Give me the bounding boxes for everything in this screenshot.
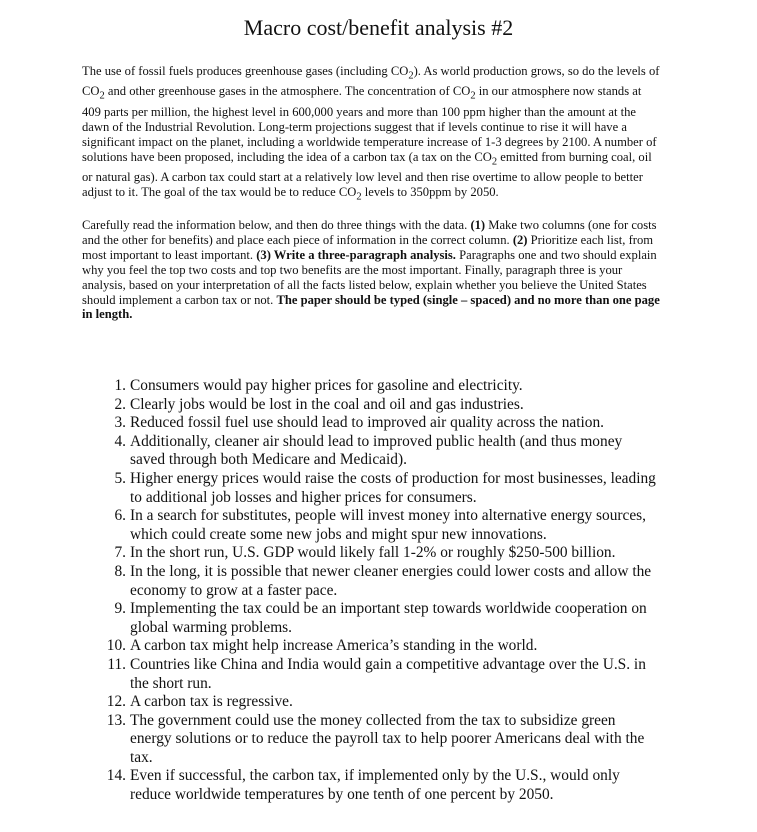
- list-item-number: 8.: [114, 562, 126, 580]
- list-item: [100, 656, 660, 693]
- list-item-number: 4.: [114, 432, 126, 450]
- list-item-text: The government could use the money collected from the tax to subsidize green energy solutions or to reduce the payroll tax to help poorer Americans deal with the tax.: [130, 711, 645, 766]
- list-item-text: Even if successful, the carbon tax, if implemented only by the U.S., would only reduce worldwide temperatures by one tenth of one percent by 2050.: [130, 767, 620, 804]
- instructions-text-4: Paragraphs one and two should explain why you feel the top two costs and top two benefits are the most important. Finally, paragraph three is your analysis, based on your interpretation of all the facts listed below, explain whether you believe the United States should implement a carbon tax or not.: [82, 247, 657, 307]
- list-item-number: 13.: [106, 711, 126, 729]
- list-item: [100, 414, 660, 433]
- step-2-marker: (2): [512, 232, 528, 247]
- list-item: [100, 396, 660, 415]
- list-item: [100, 507, 660, 544]
- instructions-text-2: Make two columns (one for costs and the other for benefits) and place each piece of information in the correct column.: [82, 218, 657, 247]
- list-item-number: 12.: [106, 693, 126, 711]
- step-1-marker: (1): [470, 218, 486, 232]
- list-item-text: Clearly jobs would be lost in the coal and oil and gas industries.: [130, 395, 524, 413]
- list-item-number: 5.: [114, 469, 126, 487]
- intro-paragraph: [82, 64, 662, 205]
- list-item-number: 6.: [114, 507, 126, 525]
- intro-text-3: and other greenhouse gases in the atmosphere. The concentration of CO: [104, 84, 471, 99]
- facts-list: [100, 377, 660, 805]
- list-item-number: 14.: [106, 767, 126, 785]
- intro-text-4: in our atmosphere now stands at 409 parts per million, the highest level in 600,000 years and more than 100 ppm higher than the amount at the dawn of the Industrial Revolution. Long-term projections suggest that if levels continue to rise it will have a significant impact on the planet, including a worldwide temperature increase of 1-3 degrees by 2100. A number of solutions have been proposed, including the idea of a carbon tax (a tax on the CO: [82, 84, 657, 164]
- list-item: [100, 544, 660, 563]
- intro-text-5: emitted from burning coal, oil or natural gas). A carbon tax could start at a relatively low level and then rise overtime to allow people to better adjust to it. The goal of the tax would be to reduce CO: [82, 149, 652, 199]
- list-item: [100, 433, 660, 470]
- list-item-text: Implementing the tax could be an important step towards worldwide cooperation on global warming problems.: [130, 600, 647, 636]
- list-item-text: Reduced fossil fuel use should lead to improved air quality across the nation.: [130, 414, 605, 432]
- list-item-number: 2.: [114, 395, 126, 413]
- list-item-text: Countries like China and India would gain a competitive advantage over the U.S. in the short run.: [130, 655, 646, 692]
- intro-text-6: levels to 350ppm by 2050.: [361, 184, 499, 199]
- list-item-number: 3.: [114, 414, 126, 432]
- list-item: [100, 563, 660, 600]
- list-item: [100, 767, 660, 804]
- list-item: [100, 693, 660, 712]
- list-item-number: 7.: [114, 544, 126, 562]
- list-item-text: In the long, it is possible that newer cleaner energies could lower costs and allow the economy to grow at a faster pace.: [130, 562, 652, 599]
- list-item-number: 10.: [106, 637, 126, 655]
- list-item-text: In a search for substitutes, people will invest money into alternative energy sources, which could create some new jobs and might spur new innovations.: [130, 507, 647, 543]
- list-item-number: 11.: [107, 655, 126, 673]
- instructions-text-1: Carefully read the information below, and then do three things with the data.: [82, 218, 471, 232]
- subscript-2: 2: [491, 156, 498, 168]
- instructions-text-3: Prioritize each list, from most important to least important.: [82, 232, 654, 262]
- subscript-2: 2: [470, 90, 476, 102]
- list-item-number: 1.: [114, 377, 126, 394]
- page-title: Macro cost/benefit analysis #2: [243, 15, 514, 40]
- list-item-text: Additionally, cleaner air should lead to improved public health (and thus money saved through both Medicare and Medicaid).: [130, 432, 623, 469]
- instructions-paragraph: [82, 218, 662, 322]
- list-item: [100, 600, 660, 637]
- list-item-text: Higher energy prices would raise the costs of production for most businesses, leading to additional job losses and higher prices for consumers.: [130, 469, 656, 506]
- list-item-number: 9.: [114, 600, 126, 618]
- intro-text-2: ). As world production grows, so do the levels of CO: [82, 64, 660, 99]
- length-requirement: The paper should be typed (single – spaced) and no more than one page in length.: [82, 292, 660, 322]
- subscript-2: 2: [408, 70, 414, 82]
- subscript-2: 2: [99, 90, 105, 102]
- intro-text-1: The use of fossil fuels produces greenhouse gases (including CO: [82, 64, 409, 78]
- list-item: [100, 712, 660, 768]
- list-item-text: A carbon tax might help increase America’s standing in the world.: [130, 637, 538, 655]
- list-item-text: A carbon tax is regressive.: [130, 693, 293, 711]
- step-3-marker: (3) Write a three-paragraph analysis.: [256, 247, 456, 262]
- list-item-text: Consumers would pay higher prices for gasoline and electricity.: [130, 377, 523, 394]
- list-item-text: In the short run, U.S. GDP would likely fall 1-2% or roughly $250-500 billion.: [130, 544, 616, 562]
- list-item: [100, 377, 660, 396]
- list-item: [100, 637, 660, 656]
- subscript-2: 2: [356, 191, 362, 203]
- list-item: [100, 470, 660, 507]
